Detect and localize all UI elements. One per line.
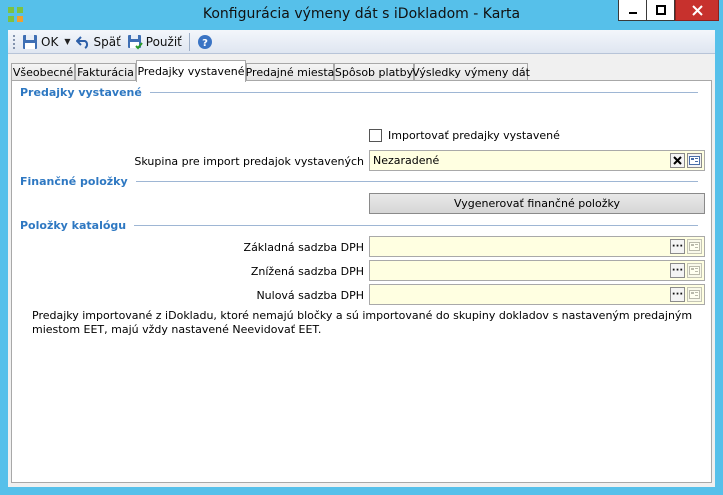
- vat-basic-browse-button[interactable]: [670, 239, 685, 254]
- ok-dropdown-arrow-icon[interactable]: ▼: [64, 37, 71, 46]
- list-card-icon: [689, 156, 700, 165]
- import-receipts-checkbox-row[interactable]: [369, 129, 560, 142]
- vat-zero-lookup-button[interactable]: [687, 287, 702, 302]
- tab-payment-method[interactable]: Spôsob platby: [334, 63, 414, 81]
- ok-label: OK: [41, 34, 59, 49]
- title-bar[interactable]: [0, 0, 723, 30]
- apply-label: Použiť: [145, 34, 182, 49]
- group-label: Skupina pre import predajok vystavených: [134, 155, 364, 168]
- group-field[interactable]: [369, 150, 705, 171]
- apply-button[interactable]: [124, 32, 185, 52]
- ok-button[interactable]: [19, 32, 73, 52]
- help-button[interactable]: [194, 32, 219, 52]
- help-icon: [197, 34, 213, 50]
- tab-receipts-issued[interactable]: Predajky vystavené: [136, 60, 246, 82]
- tab-invoicing[interactable]: Fakturácia: [75, 63, 136, 81]
- toolbar-grip[interactable]: [12, 34, 16, 50]
- tab-exchange-results[interactable]: Výsledky výmeny dát: [414, 63, 528, 81]
- maximize-button[interactable]: [646, 0, 675, 21]
- list-card-icon: [689, 242, 700, 251]
- ellipsis-icon: ···: [671, 241, 684, 252]
- divider: [136, 181, 698, 182]
- import-receipts-checkbox[interactable]: [369, 129, 382, 142]
- list-card-icon: [689, 266, 700, 275]
- content-area: [8, 54, 715, 487]
- back-button[interactable]: [73, 32, 123, 52]
- vat-reduced-label: Znížená sadzba DPH: [250, 265, 364, 278]
- section-finance-items: [20, 174, 698, 188]
- vat-reduced-field[interactable]: [369, 260, 705, 281]
- lookup-button[interactable]: [687, 153, 702, 168]
- minimize-button[interactable]: [618, 0, 647, 21]
- save-icon: [22, 34, 38, 50]
- vat-basic-lookup-button[interactable]: [687, 239, 702, 254]
- ellipsis-icon: ···: [671, 289, 684, 300]
- tab-strip: [8, 62, 715, 81]
- import-receipts-label: Importovať predajky vystavené: [388, 129, 560, 142]
- vat-reduced-browse-button[interactable]: [670, 263, 685, 278]
- minimize-icon: [628, 5, 638, 15]
- vat-basic-field[interactable]: [369, 236, 705, 257]
- window-title: Konfigurácia výmeny dát s iDokladom - Karta: [202, 6, 521, 22]
- ellipsis-icon: ···: [671, 265, 684, 276]
- back-label: Späť: [93, 34, 121, 49]
- divider: [150, 92, 698, 93]
- vat-zero-browse-button[interactable]: [670, 287, 685, 302]
- tab-points-of-sale[interactable]: Predajné miesta: [246, 63, 334, 81]
- divider: [134, 225, 698, 226]
- section-receipts-issued: [20, 85, 698, 99]
- clear-button[interactable]: [670, 153, 685, 168]
- info-note: Predajky importované z iDokladu, ktoré nemajú bločky a sú importované do skupiny dokladov s nastaveným predajným miestom EET, majú vždy nastavené Neevidovať EET.: [32, 309, 693, 336]
- section-title: Finančné položky: [20, 174, 128, 188]
- vat-reduced-lookup-button[interactable]: [687, 263, 702, 278]
- tab-panel-receipts: [11, 80, 712, 483]
- vat-basic-label: Základná sadzba DPH: [243, 241, 364, 254]
- vat-zero-label: Nulová sadzba DPH: [256, 289, 364, 302]
- section-title: Predajky vystavené: [20, 85, 142, 99]
- list-card-icon: [689, 290, 700, 299]
- undo-icon: [76, 35, 90, 49]
- section-title: Položky katalógu: [20, 218, 127, 232]
- toolbar-separator: [189, 33, 190, 51]
- clear-icon: [673, 156, 682, 165]
- vat-zero-field[interactable]: [369, 284, 705, 305]
- maximize-icon: [656, 5, 666, 15]
- toolbar: [8, 30, 715, 54]
- section-catalog-items: [20, 218, 698, 232]
- close-button[interactable]: [675, 0, 719, 21]
- close-icon: [692, 5, 703, 16]
- group-value: Nezaradené: [373, 154, 440, 167]
- tab-general[interactable]: Všeobecné: [11, 63, 75, 81]
- svg-text:?: ?: [201, 37, 208, 49]
- save-apply-icon: [127, 34, 143, 50]
- generate-finance-items-button[interactable]: Vygenerovať finančné položky: [369, 193, 705, 214]
